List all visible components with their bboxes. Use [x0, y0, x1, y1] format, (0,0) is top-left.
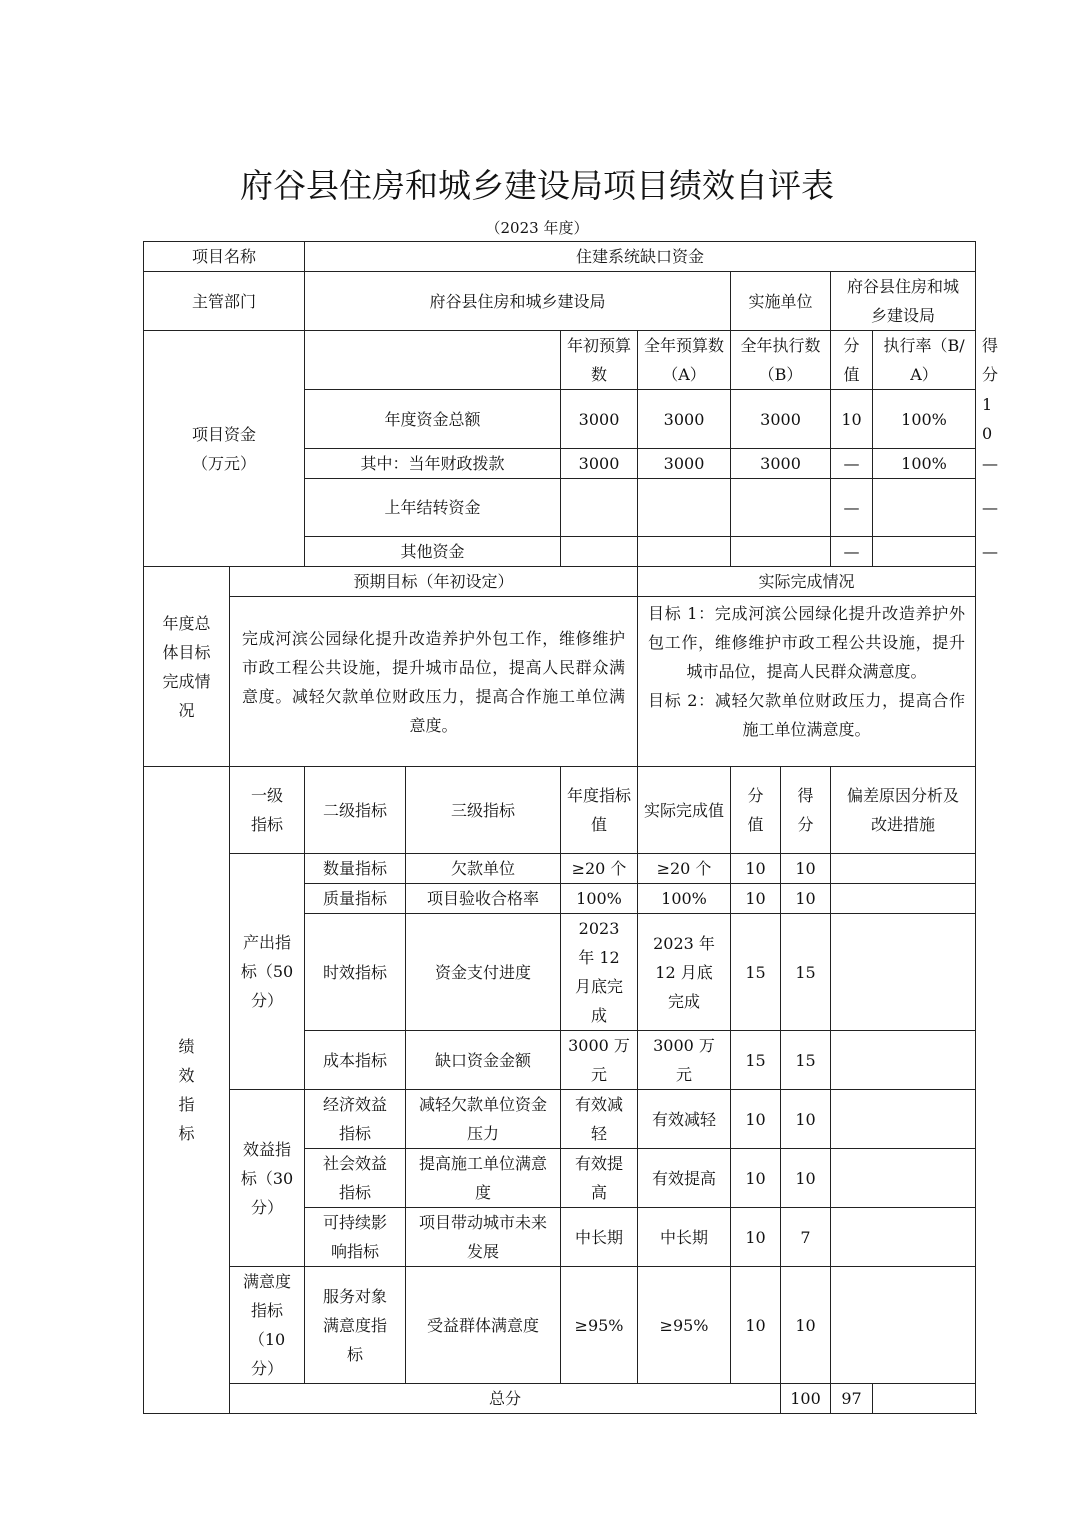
total-value: 100 [781, 1384, 831, 1414]
indicator-actual: ≥95% [638, 1267, 731, 1384]
indicator-score: 10 [781, 854, 831, 884]
indicator-note [831, 1149, 976, 1208]
indicator-note [831, 1208, 976, 1267]
fund-budget: 3000 [638, 390, 731, 449]
indicator-note [831, 854, 976, 884]
goals-label: 年度总体目标完成情况 [144, 567, 230, 767]
indicator-note [831, 914, 976, 1031]
indicator-score: 10 [781, 1090, 831, 1149]
actual-goal-1: 目标 1：完成河滨公园绿化提升改造养护外包工作，维修维护市政工程公共设施，提升城市品位，提高人民群众满意度。 [648, 604, 966, 681]
indicator-value: 15 [731, 914, 781, 1031]
fund-budget: 3000 [638, 449, 731, 479]
indicator-target: ≥20 个 [561, 854, 638, 884]
indicator-header: 三级指标 [406, 767, 561, 854]
indicator-l2: 成本指标 [305, 1031, 406, 1090]
funds-row: 年度资金总额 3000 3000 3000 10 100% 10 [144, 390, 976, 449]
fund-rate: 100% [873, 449, 976, 479]
fund-rate [873, 479, 976, 537]
fund-exec [731, 537, 831, 567]
indicator-note [831, 884, 976, 914]
fund-name: 其他资金 [305, 537, 561, 567]
indicator-value: 10 [731, 854, 781, 884]
indicator-value: 10 [731, 1208, 781, 1267]
indicator-note [831, 1031, 976, 1090]
indicator-l2: 经济效益指标 [305, 1090, 406, 1149]
indicator-l2: 时效指标 [305, 914, 406, 1031]
funds-header: 全年执行数（B） [731, 331, 831, 390]
indicator-actual: 3000 万元 [638, 1031, 731, 1090]
indicator-value: 15 [731, 1031, 781, 1090]
indicator-target: 3000 万元 [561, 1031, 638, 1090]
impl-value: 府谷县住房和城乡建设局 [831, 272, 976, 331]
indicator-actual: 2023 年 12 月底完成 [638, 914, 731, 1031]
indicator-score: 15 [781, 914, 831, 1031]
project-name-label: 项目名称 [144, 242, 305, 272]
fund-initial [561, 537, 638, 567]
indicator-score: 15 [781, 1031, 831, 1090]
indicator-row [144, 854, 976, 884]
fund-exec: 3000 [731, 449, 831, 479]
funds-header: 执行率（B/A） [873, 331, 976, 390]
evaluation-table [143, 241, 999, 1414]
indicator-row [144, 1090, 976, 1149]
total-note [873, 1384, 976, 1414]
fund-name: 其中：当年财政拨款 [305, 449, 561, 479]
indicators-label: 绩效指标 [144, 767, 230, 1414]
indicator-l2: 社会效益指标 [305, 1149, 406, 1208]
indicator-score: 10 [781, 1149, 831, 1208]
expected-goal: 完成河滨公园绿化提升改造养护外包工作，维修维护市政工程公共设施，提升城市品位，提高人民群众满意度。减轻欠款单位财政压力，提高合作施工单位满意度。 [230, 597, 638, 767]
indicator-actual: 有效提高 [638, 1149, 731, 1208]
funds-header: 年初预算数 [561, 331, 638, 390]
indicator-group: 满意度指标（10 分） [230, 1267, 305, 1384]
indicator-l3: 欠款单位 [406, 854, 561, 884]
fiscal-year: （2023 年度） [485, 219, 589, 237]
fund-rate: 100% [873, 390, 976, 449]
funds-row: 其中：当年财政拨款 3000 3000 3000 — 100% — [144, 449, 976, 479]
indicator-score: 7 [781, 1208, 831, 1267]
indicator-target: 2023 年 12 月底完成 [561, 914, 638, 1031]
actual-goal-2: 目标 2：减轻欠款单位财政压力，提高合作施工单位满意度。 [648, 691, 966, 739]
indicator-actual: ≥20 个 [638, 854, 731, 884]
fund-budget [638, 479, 731, 537]
indicator-actual: 有效减轻 [638, 1090, 731, 1149]
indicator-actual: 中长期 [638, 1208, 731, 1267]
fund-exec [731, 479, 831, 537]
indicator-header: 得分 [781, 767, 831, 854]
total-score: 97 [831, 1384, 873, 1414]
fund-exec: 3000 [731, 390, 831, 449]
actual-result-label: 实际完成情况 [638, 567, 976, 597]
indicator-target: ≥95% [561, 1267, 638, 1384]
indicator-l3: 提高施工单位满意度 [406, 1149, 561, 1208]
fund-score-value: 10 [831, 390, 873, 449]
funds-unit: （万元） [192, 453, 257, 473]
dept-label: 主管部门 [144, 272, 305, 331]
actual-result [638, 597, 976, 767]
page-title: 府谷县住房和城乡建设局项目绩效自评表 [240, 166, 834, 205]
indicator-l3: 项目验收合格率 [406, 884, 561, 914]
indicator-target: 有效减轻 [561, 1090, 638, 1149]
fund-initial: 3000 [561, 390, 638, 449]
fund-budget [638, 537, 731, 567]
indicator-header: 偏差原因分析及改进措施 [831, 767, 976, 854]
indicator-header: 实际完成值 [638, 767, 731, 854]
total-label: 总分 [230, 1384, 781, 1414]
indicator-l3: 项目带动城市未来发展 [406, 1208, 561, 1267]
indicator-note [831, 1090, 976, 1149]
indicator-score: 10 [781, 884, 831, 914]
total-row [144, 1384, 976, 1414]
fund-initial: 3000 [561, 449, 638, 479]
funds-header: 全年预算数（A） [638, 331, 731, 390]
funds-header-row: 项目资金 （万元） 年初预算数 全年预算数（A） 全年执行数（B） 分值 执行率（B/A） 得分 [144, 331, 976, 390]
funds-header-blank [305, 331, 561, 390]
goals-header-row [144, 567, 976, 597]
expected-goal-label: 预期目标（年初设定） [230, 567, 638, 597]
indicator-actual: 100% [638, 884, 731, 914]
fund-name: 年度资金总额 [305, 390, 561, 449]
indicator-header-row [144, 767, 976, 854]
indicator-value: 10 [731, 884, 781, 914]
fund-name: 上年结转资金 [305, 479, 561, 537]
indicator-l3: 缺口资金金额 [406, 1031, 561, 1090]
indicator-target: 中长期 [561, 1208, 638, 1267]
indicator-l2: 质量指标 [305, 884, 406, 914]
indicator-l3: 减轻欠款单位资金压力 [406, 1090, 561, 1149]
indicator-l2: 可持续影响指标 [305, 1208, 406, 1267]
funds-label [144, 331, 305, 567]
indicator-target: 100% [561, 884, 638, 914]
indicator-l2: 数量指标 [305, 854, 406, 884]
indicator-group: 效益指标（30 分） [230, 1090, 305, 1267]
project-name-row [144, 242, 976, 272]
indicator-l3: 受益群体满意度 [406, 1267, 561, 1384]
fund-score-value: — [831, 479, 873, 537]
funds-row: 其他资金 — — [144, 537, 976, 567]
fund-rate [873, 537, 976, 567]
indicator-row [144, 1267, 976, 1384]
indicator-value: 10 [731, 1149, 781, 1208]
indicator-value: 10 [731, 1267, 781, 1384]
indicator-header: 二级指标 [305, 767, 406, 854]
department-row [144, 272, 976, 331]
funds-header: 分值 [831, 331, 873, 390]
indicator-group: 产出指标（50 分） [230, 854, 305, 1090]
indicator-header: 分值 [731, 767, 781, 854]
indicator-target: 有效提高 [561, 1149, 638, 1208]
project-name: 住建系统缺口资金 [305, 242, 976, 272]
funds-label-text: 项目资金 [192, 424, 257, 444]
goals-content-row [144, 597, 976, 767]
fund-score-value: — [831, 449, 873, 479]
impl-label: 实施单位 [731, 272, 831, 331]
indicator-note [831, 1267, 976, 1384]
indicator-value: 10 [731, 1090, 781, 1149]
indicator-l2: 服务对象满意度指标 [305, 1267, 406, 1384]
indicator-header: 一级指标 [230, 767, 305, 854]
funds-row: 上年结转资金 — — [144, 479, 976, 537]
indicator-header: 年度指标值 [561, 767, 638, 854]
indicator-score: 10 [781, 1267, 831, 1384]
dept-value: 府谷县住房和城乡建设局 [305, 272, 731, 331]
indicator-l3: 资金支付进度 [406, 914, 561, 1031]
fund-score-value: — [831, 537, 873, 567]
fund-initial [561, 479, 638, 537]
